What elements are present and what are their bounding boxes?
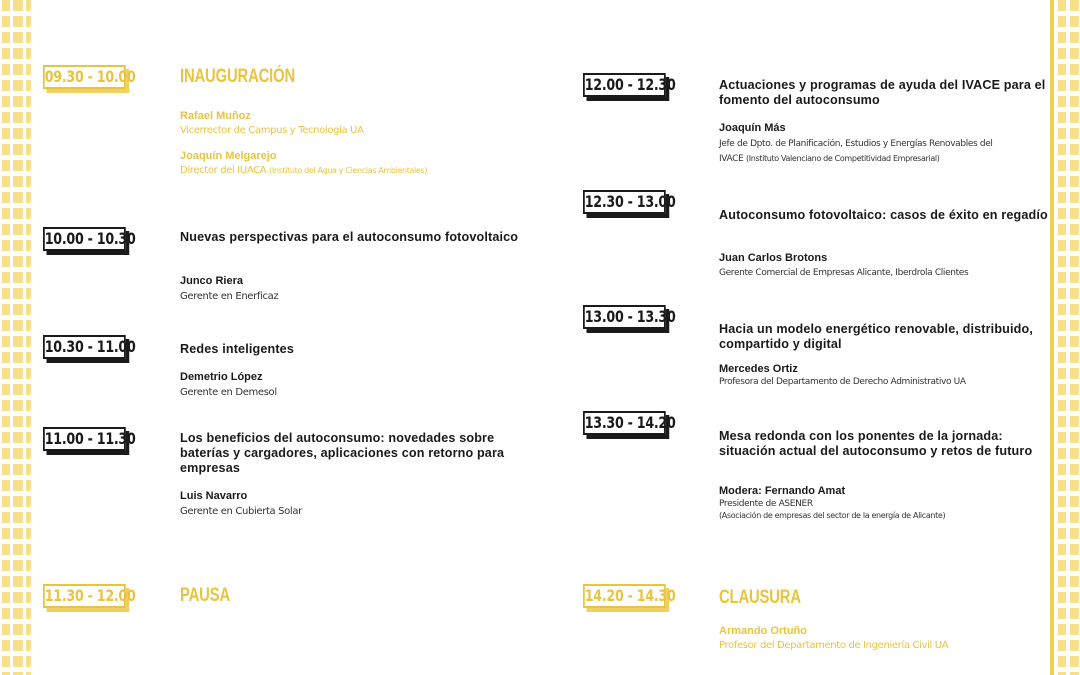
section-title-pausa: PAUSA: [180, 585, 231, 606]
speaker-name: Juan Carlos Brotons: [719, 252, 828, 264]
time-slot-badge: 09.30 - 10.00: [43, 65, 126, 89]
section-title-inauguracion: INAUGURACIÓN: [180, 66, 296, 87]
time-slot-badge: 10.30 - 11.00: [43, 335, 126, 359]
time-slot-badge: 13.30 - 14.20: [583, 411, 666, 435]
time-slot-badge: 12.30 - 13.00: [583, 190, 666, 214]
talk-title: Autoconsumo fotovoltaico: casos de éxito en regadío: [719, 208, 1048, 222]
speaker-role: Gerente en Enerficaz: [180, 291, 279, 302]
speaker-name: Joaquín Más: [719, 122, 786, 134]
speaker-name: Demetrio López: [180, 371, 263, 383]
talk-title: Mesa redonda con los ponentes de la jornada: situación actual del autoconsumo y retos de futuro: [719, 429, 1033, 458]
speaker-role: IVACE (Instituto Valenciano de Competitividad Empresarial): [719, 154, 940, 164]
speaker-role-note: (Instituto Valenciano de Competitividad Empresarial): [745, 154, 940, 163]
speaker-role-note: (Instituto del Agua y Ciencias Ambientales): [269, 166, 428, 175]
time-slot-badge: 11.30 - 12.00: [43, 584, 126, 608]
speaker-name: Rafael Muñoz: [180, 110, 251, 122]
right-checker-pattern: [1056, 0, 1080, 675]
speaker-role: Director del IUACA (Instituto del Agua y Ciencias Ambientales): [180, 165, 428, 176]
talk-title: Actuaciones y programas de ayuda del IVACE para el fomento del autoconsumo: [719, 78, 1046, 107]
speaker-role: Vicerrector de Campus y Tecnología UA: [180, 125, 364, 136]
speaker-name: Mercedes Ortiz: [719, 363, 798, 375]
talk-title: Los beneficios del autoconsumo: novedades sobre baterías y cargadores, aplicaciones con retorno para empresas: [180, 431, 505, 475]
speaker-role: Gerente Comercial de Empresas Alicante, Iberdrola Clientes: [719, 268, 969, 278]
speaker-role-note: (Asociación de empresas del sector de la energía de Alicante): [719, 511, 946, 520]
speaker-role: Profesor del Departamento de Ingeniería Civil UA: [719, 640, 949, 651]
time-slot-badge: 10.00 - 10.30: [43, 227, 126, 251]
talk-title: Nuevas perspectivas para el autoconsumo fotovoltaico: [180, 230, 519, 244]
time-slot-badge: 13.00 - 13.30: [583, 305, 666, 329]
time-slot-badge: 11.00 - 11.30: [43, 427, 126, 451]
speaker-role: Gerente en Cubierta Solar: [180, 506, 302, 517]
speaker-role: Profesora del Departamento de Derecho Administrativo UA: [719, 377, 966, 387]
speaker-name: Armando Ortuño: [719, 625, 807, 637]
section-title-clausura: CLAUSURA: [719, 587, 801, 608]
speaker-name: Junco Riera: [180, 275, 243, 287]
left-checker-pattern: [0, 0, 32, 675]
talk-title: Hacia un modelo energético renovable, distribuido, compartido y digital: [719, 322, 1034, 351]
speaker-name: Luis Navarro: [180, 490, 248, 502]
speaker-name: Joaquín Melgarejo: [180, 150, 277, 162]
speaker-role: Jefe de Dpto. de Planificación, Estudios y Energías Renovables del: [719, 139, 993, 149]
time-slot-badge: 14.20 - 14.30: [583, 584, 666, 608]
time-slot-badge: 12.00 - 12.30: [583, 73, 666, 97]
speaker-role: Gerente en Demesol: [180, 387, 277, 398]
speaker-name: Modera: Fernando Amat: [719, 485, 846, 497]
speaker-role: Presidente de ASENER: [719, 499, 813, 509]
talk-title: Redes inteligentes: [180, 342, 294, 356]
